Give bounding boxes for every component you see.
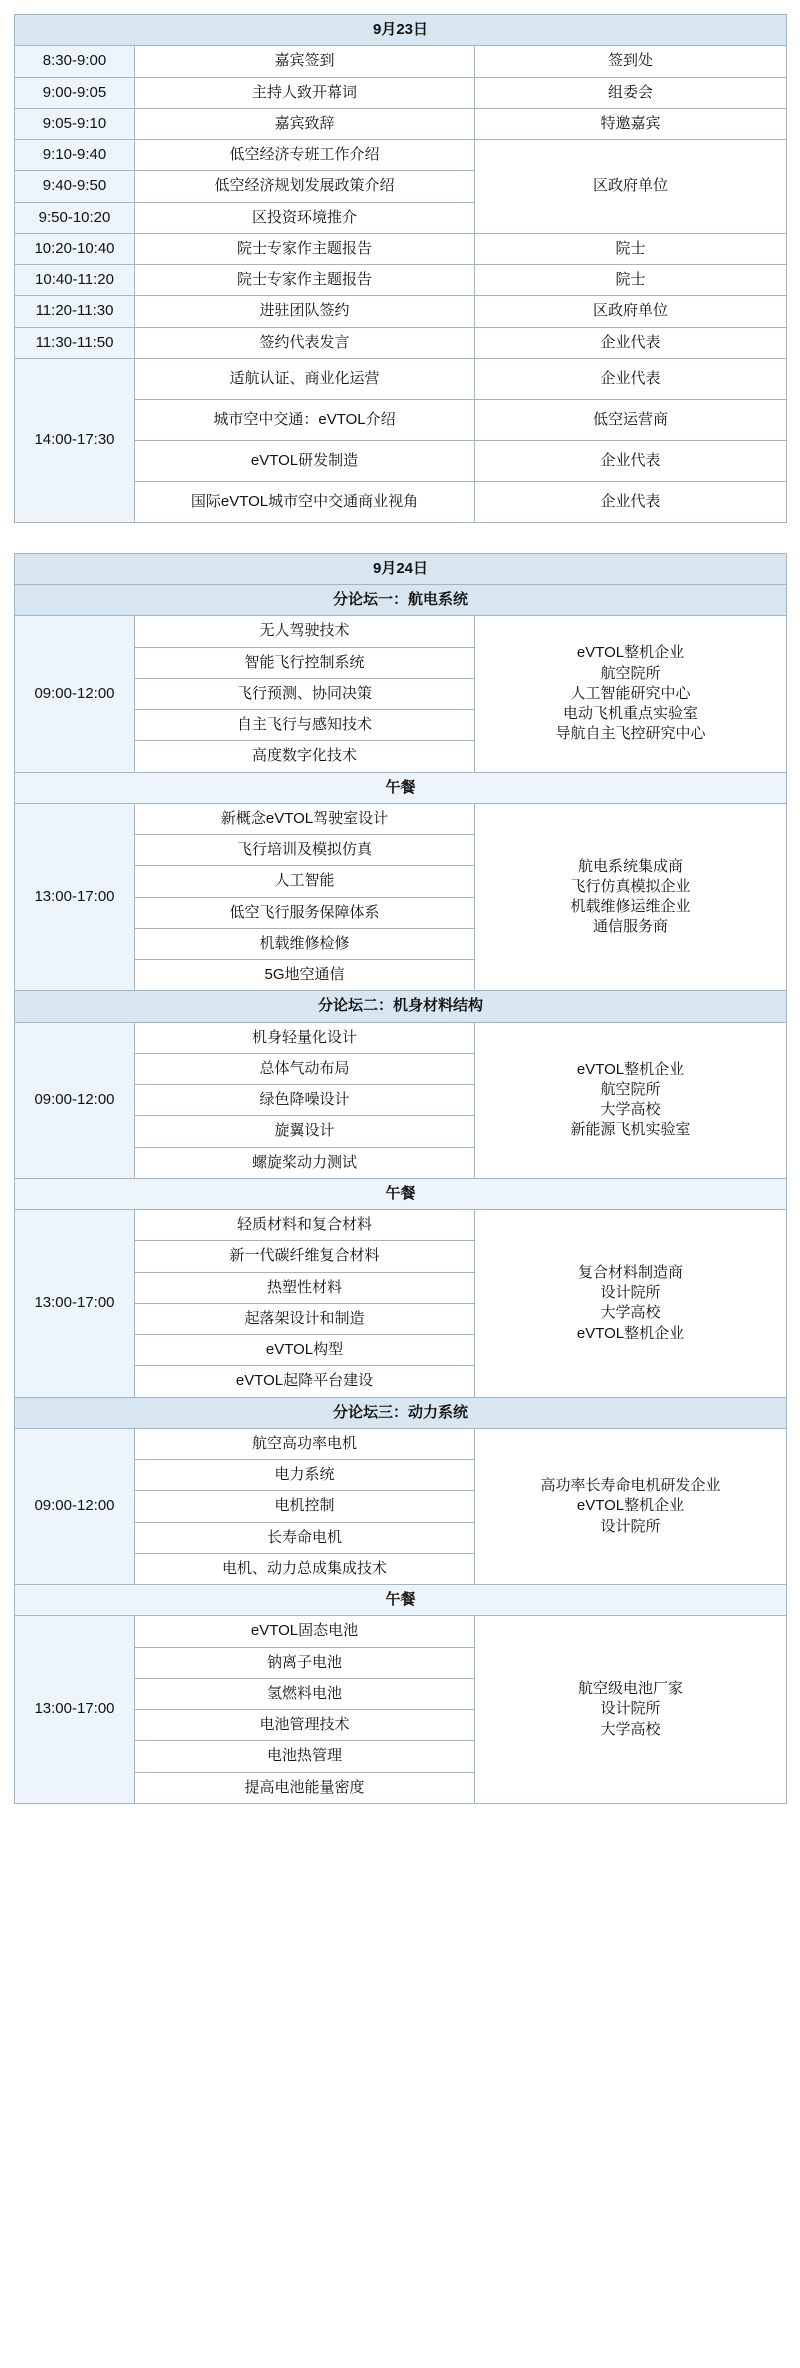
topic-cell: 智能飞行控制系统 bbox=[135, 647, 475, 678]
forum-header-row bbox=[15, 991, 787, 1022]
forum-title: 分论坛二：机身材料结构 bbox=[15, 991, 787, 1022]
table-row bbox=[15, 803, 787, 834]
time-cell: 10:40-11:20 bbox=[15, 265, 135, 296]
forum-title: 分论坛一：航电系统 bbox=[15, 585, 787, 616]
table-row bbox=[15, 265, 787, 296]
org-cell: eVTOL整机企业 航空院所 人工智能研究中心 电动飞机重点实验室 导航自主飞控研究中心 bbox=[475, 616, 787, 772]
topic-cell: 国际eVTOL城市空中交通商业视角 bbox=[135, 481, 475, 522]
org-cell: 复合材料制造商 设计院所 大学高校 eVTOL整机企业 bbox=[475, 1210, 787, 1398]
forum-header-row bbox=[15, 1397, 787, 1428]
day2-table bbox=[14, 553, 787, 1804]
topic-cell: 新概念eVTOL驾驶室设计 bbox=[135, 803, 475, 834]
table-row bbox=[15, 296, 787, 327]
org-cell: 企业代表 bbox=[475, 327, 787, 358]
topic-cell: 城市空中交通：eVTOL介绍 bbox=[135, 399, 475, 440]
org-cell: 航空级电池厂家 设计院所 大学高校 bbox=[475, 1616, 787, 1804]
topic-cell: 人工智能 bbox=[135, 866, 475, 897]
topic-cell: 自主飞行与感知技术 bbox=[135, 710, 475, 741]
topic-cell: 进驻团队签约 bbox=[135, 296, 475, 327]
lunch-row bbox=[15, 1178, 787, 1209]
table-row bbox=[15, 358, 787, 399]
time-cell: 8:30-9:00 bbox=[15, 46, 135, 77]
time-cell: 09:00-12:00 bbox=[15, 1428, 135, 1584]
topic-cell: 旋翼设计 bbox=[135, 1116, 475, 1147]
time-cell: 9:00-9:05 bbox=[15, 77, 135, 108]
topic-cell: 低空经济专班工作介绍 bbox=[135, 140, 475, 171]
topic-cell: 飞行预测、协同决策 bbox=[135, 678, 475, 709]
topic-cell: 5G地空通信 bbox=[135, 960, 475, 991]
topic-cell: 电机、动力总成集成技术 bbox=[135, 1553, 475, 1584]
time-cell: 14:00-17:30 bbox=[15, 358, 135, 522]
topic-cell: 嘉宾签到 bbox=[135, 46, 475, 77]
table-row bbox=[15, 616, 787, 647]
time-cell: 9:10-9:40 bbox=[15, 140, 135, 171]
day2-body bbox=[15, 553, 787, 1803]
day1-title: 9月23日 bbox=[15, 15, 787, 46]
lunch-label: 午餐 bbox=[15, 1585, 787, 1616]
time-cell: 13:00-17:00 bbox=[15, 1210, 135, 1398]
table-row bbox=[15, 140, 787, 171]
topic-cell: 院士专家作主题报告 bbox=[135, 265, 475, 296]
org-cell: 低空运营商 bbox=[475, 399, 787, 440]
table-row bbox=[15, 327, 787, 358]
topic-cell: 高度数字化技术 bbox=[135, 741, 475, 772]
topic-cell: 签约代表发言 bbox=[135, 327, 475, 358]
topic-cell: 电机控制 bbox=[135, 1491, 475, 1522]
lunch-label: 午餐 bbox=[15, 1178, 787, 1209]
time-cell: 11:30-11:50 bbox=[15, 327, 135, 358]
table-row bbox=[15, 1022, 787, 1053]
topic-cell: 新一代碳纤维复合材料 bbox=[135, 1241, 475, 1272]
topic-cell: eVTOL构型 bbox=[135, 1335, 475, 1366]
topic-cell: 机载维修检修 bbox=[135, 928, 475, 959]
org-cell: 企业代表 bbox=[475, 440, 787, 481]
topic-cell: 氢燃料电池 bbox=[135, 1678, 475, 1709]
org-cell: 高功率长寿命电机研发企业 eVTOL整机企业 设计院所 bbox=[475, 1428, 787, 1584]
table-row bbox=[15, 1210, 787, 1241]
forum-title: 分论坛三：动力系统 bbox=[15, 1397, 787, 1428]
lunch-label: 午餐 bbox=[15, 772, 787, 803]
topic-cell: 总体气动布局 bbox=[135, 1053, 475, 1084]
org-cell: 企业代表 bbox=[475, 481, 787, 522]
forum-header-row bbox=[15, 585, 787, 616]
time-cell: 10:20-10:40 bbox=[15, 233, 135, 264]
org-cell: 签到处 bbox=[475, 46, 787, 77]
table-row bbox=[15, 77, 787, 108]
org-cell: eVTOL整机企业 航空院所 大学高校 新能源飞机实验室 bbox=[475, 1022, 787, 1178]
time-cell: 11:20-11:30 bbox=[15, 296, 135, 327]
topic-cell: 绿色降噪设计 bbox=[135, 1085, 475, 1116]
topic-cell: 电池热管理 bbox=[135, 1741, 475, 1772]
topic-cell: 适航认证、商业化运营 bbox=[135, 358, 475, 399]
topic-cell: 嘉宾致辞 bbox=[135, 108, 475, 139]
time-cell: 13:00-17:00 bbox=[15, 803, 135, 991]
topic-cell: 低空飞行服务保障体系 bbox=[135, 897, 475, 928]
topic-cell: 电力系统 bbox=[135, 1460, 475, 1491]
org-cell: 企业代表 bbox=[475, 358, 787, 399]
topic-cell: 长寿命电机 bbox=[135, 1522, 475, 1553]
time-cell: 9:40-9:50 bbox=[15, 171, 135, 202]
lunch-row bbox=[15, 1585, 787, 1616]
org-cell: 特邀嘉宾 bbox=[475, 108, 787, 139]
org-cell: 航电系统集成商 飞行仿真模拟企业 机载维修运维企业 通信服务商 bbox=[475, 803, 787, 991]
time-cell: 9:05-9:10 bbox=[15, 108, 135, 139]
table-row bbox=[15, 46, 787, 77]
org-cell: 区政府单位 bbox=[475, 140, 787, 234]
topic-cell: 电池管理技术 bbox=[135, 1710, 475, 1741]
topic-cell: 区投资环境推介 bbox=[135, 202, 475, 233]
topic-cell: 航空高功率电机 bbox=[135, 1428, 475, 1459]
topic-cell: 低空经济规划发展政策介绍 bbox=[135, 171, 475, 202]
time-cell: 13:00-17:00 bbox=[15, 1616, 135, 1804]
topic-cell: eVTOL起降平台建设 bbox=[135, 1366, 475, 1397]
time-cell: 9:50-10:20 bbox=[15, 202, 135, 233]
topic-cell: 机身轻量化设计 bbox=[135, 1022, 475, 1053]
time-cell: 09:00-12:00 bbox=[15, 616, 135, 772]
table-row bbox=[15, 108, 787, 139]
day1-table bbox=[14, 14, 787, 523]
topic-cell: 主持人致开幕词 bbox=[135, 77, 475, 108]
lunch-row bbox=[15, 772, 787, 803]
topic-cell: 无人驾驶技术 bbox=[135, 616, 475, 647]
table-row bbox=[15, 233, 787, 264]
topic-cell: 轻质材料和复合材料 bbox=[135, 1210, 475, 1241]
org-cell: 院士 bbox=[475, 265, 787, 296]
topic-cell: 提高电池能量密度 bbox=[135, 1772, 475, 1803]
table-row bbox=[15, 1428, 787, 1459]
topic-cell: 起落架设计和制造 bbox=[135, 1303, 475, 1334]
time-cell: 09:00-12:00 bbox=[15, 1022, 135, 1178]
org-cell: 组委会 bbox=[475, 77, 787, 108]
day1-header-row bbox=[15, 15, 787, 46]
day2-title: 9月24日 bbox=[15, 553, 787, 584]
table-gap bbox=[14, 523, 786, 553]
topic-cell: 钠离子电池 bbox=[135, 1647, 475, 1678]
day2-header-row bbox=[15, 553, 787, 584]
topic-cell: 热塑性材料 bbox=[135, 1272, 475, 1303]
topic-cell: 飞行培训及模拟仿真 bbox=[135, 835, 475, 866]
topic-cell: eVTOL固态电池 bbox=[135, 1616, 475, 1647]
org-cell: 区政府单位 bbox=[475, 296, 787, 327]
day1-body bbox=[15, 15, 787, 523]
org-cell: 院士 bbox=[475, 233, 787, 264]
topic-cell: 螺旋桨动力测试 bbox=[135, 1147, 475, 1178]
table-row bbox=[15, 1616, 787, 1647]
topic-cell: eVTOL研发制造 bbox=[135, 440, 475, 481]
topic-cell: 院士专家作主题报告 bbox=[135, 233, 475, 264]
